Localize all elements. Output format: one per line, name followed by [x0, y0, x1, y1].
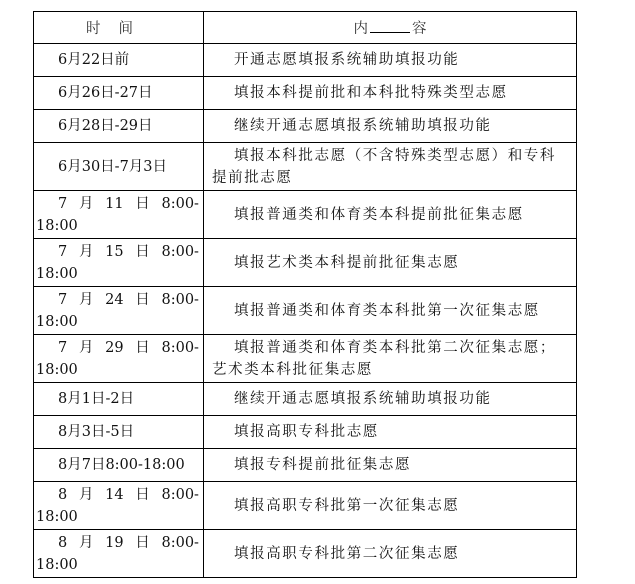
time-cell: 6月30日-7月3日: [34, 143, 204, 191]
time-cell: 6月26日-27日: [34, 77, 204, 110]
content-cell: 开通志愿填报系统辅助填报功能: [204, 44, 577, 77]
content-cell: 填报普通类和体育类本科批第一次征集志愿: [204, 287, 577, 335]
table-row: [34, 482, 577, 530]
table-row: [34, 239, 577, 287]
time-cell: 7 月 15 日 8:00- 18:00: [34, 239, 204, 287]
content-cell: 填报高职专科批第二次征集志愿: [204, 530, 577, 578]
time-cell: 7 月 11 日 8:00- 18:00: [34, 191, 204, 239]
content-cell: 填报专科提前批征集志愿: [204, 449, 577, 482]
table-row: [34, 143, 577, 191]
table-row: [34, 191, 577, 239]
content-cell: 填报高职专科批第一次征集志愿: [204, 482, 577, 530]
time-cell: 6月28日-29日: [34, 110, 204, 143]
header-content: 内 容: [204, 12, 577, 44]
time-cell: 8月7日8:00-18:00: [34, 449, 204, 482]
time-cell: 7 月 24 日 8:00- 18:00: [34, 287, 204, 335]
header-time: 时间: [34, 12, 204, 44]
content-cell: 填报高职专科批志愿: [204, 416, 577, 449]
table-row: [34, 449, 577, 482]
table-row: [34, 44, 577, 77]
content-cell: 填报本科批志愿（不含特殊类型志愿）和专科提前批志愿: [204, 143, 577, 191]
table-row: [34, 530, 577, 578]
time-cell: 8月1日-2日: [34, 383, 204, 416]
time-cell: 8 月 14 日 8:00- 18:00: [34, 482, 204, 530]
table-row: [34, 110, 577, 143]
content-cell: 继续开通志愿填报系统辅助填报功能: [204, 110, 577, 143]
content-cell: 填报普通类和体育类本科提前批征集志愿: [204, 191, 577, 239]
time-cell: 8 月 19 日 8:00- 18:00: [34, 530, 204, 578]
content-cell: 填报普通类和体育类本科批第二次征集志愿；艺术类本科批征集志愿: [204, 335, 577, 383]
time-cell: 7 月 29 日 8:00- 18:00: [34, 335, 204, 383]
time-cell: 6月22日前: [34, 44, 204, 77]
content-cell: 填报艺术类本科提前批征集志愿: [204, 239, 577, 287]
content-cell: 继续开通志愿填报系统辅助填报功能: [204, 383, 577, 416]
table-row: [34, 287, 577, 335]
schedule-table: [33, 11, 577, 578]
time-cell: 8月3日-5日: [34, 416, 204, 449]
table-row: [34, 383, 577, 416]
header-row: [34, 12, 577, 44]
table-row: [34, 335, 577, 383]
content-cell: 填报本科提前批和本科批特殊类型志愿: [204, 77, 577, 110]
table-row: [34, 77, 577, 110]
table-row: [34, 416, 577, 449]
